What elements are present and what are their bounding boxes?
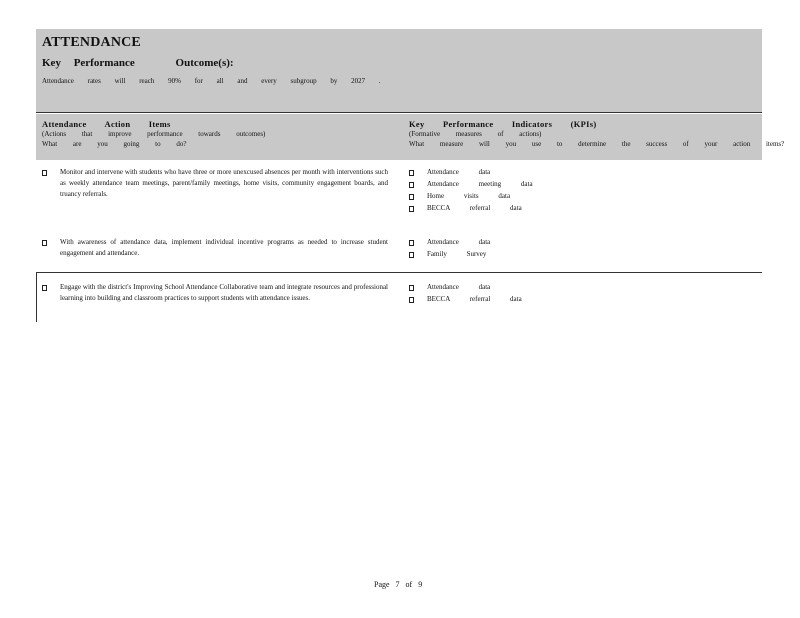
kpi-item: Attendance meeting data bbox=[427, 180, 533, 188]
divider bbox=[36, 112, 762, 113]
kpo-label: Key Performance bbox=[42, 57, 135, 69]
kpi-header: Key Performance Indicators (KPIs) bbox=[409, 119, 597, 129]
action-item-text: Monitor and intervene with students who have three or more unexcused absences per month with interventions such as weekly attendance team meetings, parent/family meetings, home visits, community engagement boards, and truancy referrals. bbox=[60, 168, 388, 198]
kpi-item: Home visits data bbox=[427, 192, 511, 200]
action-header: Attendance Action Items bbox=[42, 119, 171, 129]
divider bbox=[36, 272, 762, 273]
bullet-box-icon bbox=[42, 285, 47, 291]
table-left-border bbox=[36, 272, 37, 322]
section-title: ATTENDANCE bbox=[42, 35, 141, 50]
action-subheader-2: What are you going to do? bbox=[42, 140, 187, 148]
bullet-box-icon bbox=[42, 170, 47, 176]
bullet-box-icon bbox=[409, 285, 414, 291]
kpi-item: Attendance data bbox=[427, 168, 491, 176]
kpi-item: BECCA referral data bbox=[427, 204, 522, 212]
kpi-item: BECCA referral data bbox=[427, 295, 522, 303]
bullet-box-icon bbox=[409, 297, 414, 303]
action-subheader-1: (Actions that improve performance towards outcomes) bbox=[42, 130, 266, 138]
bullet-box-icon bbox=[42, 240, 47, 246]
key-performance-outcomes-label bbox=[42, 57, 234, 69]
kpi-subheader-2: What measure will you use to determine the success of your action items? bbox=[409, 140, 785, 148]
kpi-item: Family Survey bbox=[427, 250, 487, 258]
bullet-box-icon bbox=[409, 194, 414, 200]
kpo-label-2: Outcome(s): bbox=[175, 57, 234, 69]
kpi-item: Attendance data bbox=[427, 238, 491, 246]
column-headers bbox=[36, 114, 785, 160]
outcome-goal: Attendance rates will reach 90% for all and every subgroup by 2027 . bbox=[42, 77, 381, 85]
kpi-subheader-1: (Formative measures of actions) bbox=[409, 130, 542, 138]
action-column-header bbox=[42, 119, 265, 149]
bullet-box-icon bbox=[409, 170, 414, 176]
page-number: Page 7 of 9 bbox=[374, 580, 423, 589]
kpi-item: Attendance data bbox=[427, 283, 491, 291]
section-header bbox=[36, 29, 762, 112]
bullet-box-icon bbox=[409, 240, 414, 246]
kpi-column-header bbox=[409, 119, 784, 149]
bullet-box-icon bbox=[409, 252, 414, 258]
action-item-text: Engage with the district's Improving School Attendance Collaborative team and integrate resources and professional learning into building and classroom practices to support students with attendance issues. bbox=[60, 283, 388, 302]
bullet-box-icon bbox=[409, 206, 414, 212]
bullet-box-icon bbox=[409, 182, 414, 188]
action-item-text: With awareness of attendance data, implement individual incentive programs as needed to increase student engagement and attendance. bbox=[60, 238, 388, 257]
